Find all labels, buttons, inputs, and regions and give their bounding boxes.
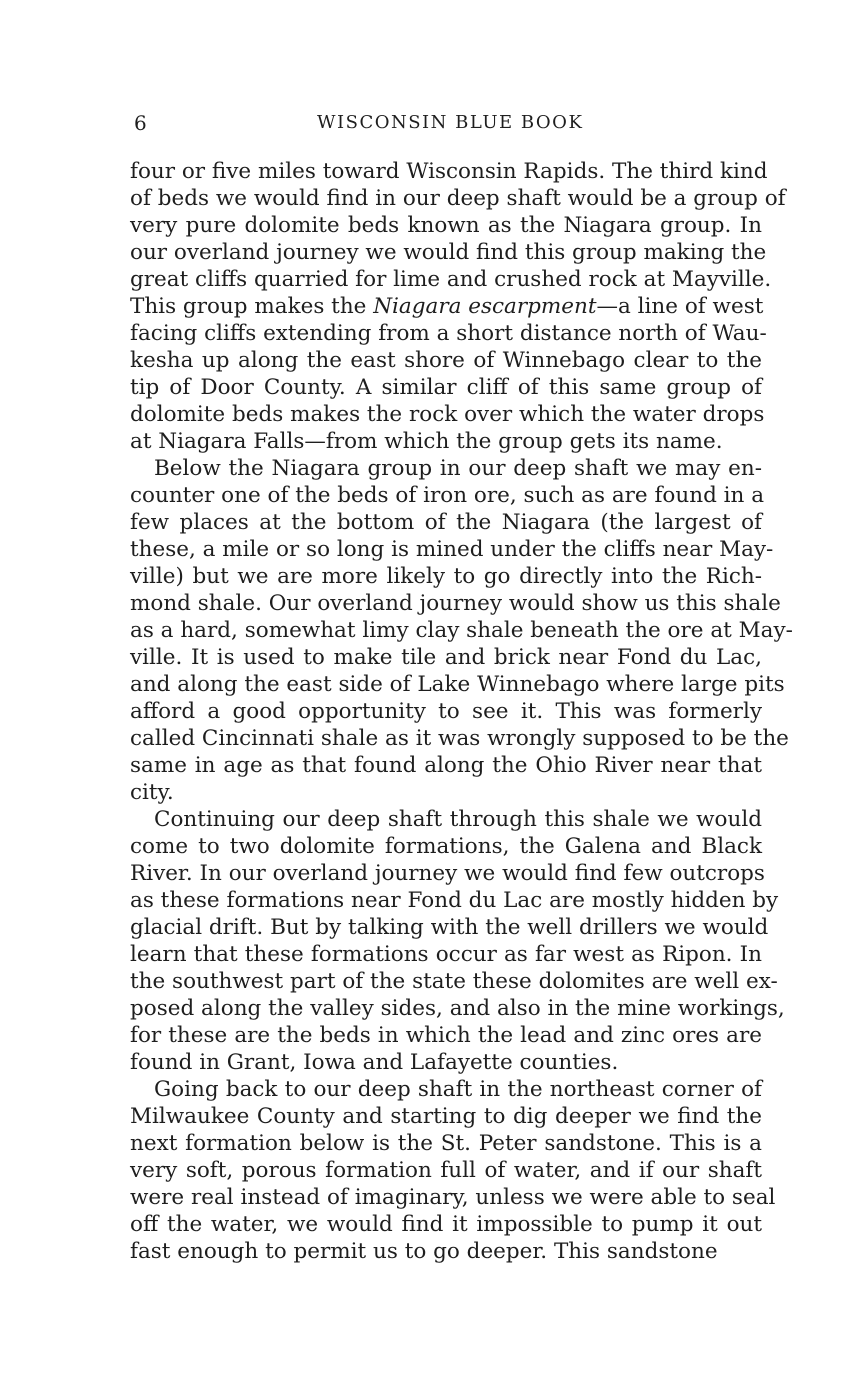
paragraph [130, 1076, 776, 1265]
paragraph [130, 158, 786, 455]
text-line: same in age as that found along the Ohio River near that [130, 753, 762, 778]
text-line: afford a good opportunity to see it. This was formerly [130, 699, 762, 724]
text-line: next formation below is the St. Peter sandstone. This is a [130, 1131, 762, 1156]
text-line: were real instead of imaginary, unless we were able to seal [130, 1185, 776, 1210]
text-line: four or five miles toward Wisconsin Rapids. The third kind [130, 159, 768, 184]
text-line: few places at the bottom of the Niagara (the largest of [130, 510, 762, 535]
text-line: Going back to our deep shaft in the northeast corner of [154, 1077, 762, 1102]
text-line: of beds we would find in our deep shaft would be a group of [130, 186, 786, 211]
text-line: This group makes the Niagara escarpment—a line of west [130, 294, 764, 319]
page-number: 6 [134, 111, 147, 135]
text-line: Below the Niagara group in our deep shaft we may en- [154, 456, 762, 481]
text-line: for these are the beds in which the lead and zinc ores are [130, 1023, 762, 1048]
text-line: Continuing our deep shaft through this shale we would [154, 807, 762, 832]
text-line: found in Grant, Iowa and Lafayette counties. [130, 1050, 619, 1075]
text-line: and along the east side of Lake Winnebago where large pits [130, 672, 785, 697]
text-line: ville. It is used to make tile and brick near Fond du Lac, [130, 645, 762, 670]
text-line: counter one of the beds of iron ore, such as are found in a [130, 483, 765, 508]
page-header [132, 108, 762, 138]
text-line: posed along the valley sides, and also in the mine workings, [130, 996, 785, 1021]
text-line: very soft, porous formation full of water, and if our shaft [130, 1158, 762, 1183]
text-line: River. In our overland journey we would find few outcrops [130, 861, 765, 886]
text-line: facing cliffs extending from a short distance north of Wau- [130, 321, 767, 346]
text-line: off the water, we would find it impossible to pump it out [130, 1212, 762, 1237]
text-line: the southwest part of the state these dolomites are well ex- [130, 969, 778, 994]
running-title: WISCONSIN BLUE BOOK [317, 112, 584, 133]
text-line: kesha up along the east shore of Winnebago clear to the [130, 348, 762, 373]
text-line: as a hard, somewhat limy clay shale beneath the ore at May- [130, 618, 793, 643]
text-line: ville) but we are more likely to go directly into the Rich- [130, 564, 762, 589]
text-line: dolomite beds makes the rock over which the water drops [130, 402, 765, 427]
paragraph [130, 455, 793, 806]
paragraph [130, 806, 785, 1076]
text-line: Milwaukee County and starting to dig deeper we find the [130, 1104, 762, 1129]
body-text [130, 158, 793, 1265]
text-line: great cliffs quarried for lime and crushed rock at Mayville. [130, 267, 772, 292]
text-line: our overland journey we would find this group making the [130, 240, 767, 265]
text-line: tip of Door County. A similar cliff of this same group of [130, 375, 762, 400]
text-line: fast enough to permit us to go deeper. This sandstone [130, 1239, 718, 1264]
text-line: mond shale. Our overland journey would show us this shale [130, 591, 781, 616]
text-line: at Niagara Falls—from which the group gets its name. [130, 429, 723, 454]
text-line: learn that these formations occur as far west as Ripon. In [130, 942, 762, 967]
text-line: as these formations near Fond du Lac are mostly hidden by [130, 888, 779, 913]
text-line: glacial drift. But by talking with the well drillers we would [130, 915, 769, 940]
text-line: city. [130, 780, 174, 805]
text-line: these, a mile or so long is mined under the cliffs near May- [130, 537, 774, 562]
text-line: called Cincinnati shale as it was wrongly supposed to be the [130, 726, 789, 751]
text-line: come to two dolomite formations, the Galena and Black [130, 834, 762, 859]
text-line: very pure dolomite beds known as the Niagara group. In [130, 213, 762, 238]
